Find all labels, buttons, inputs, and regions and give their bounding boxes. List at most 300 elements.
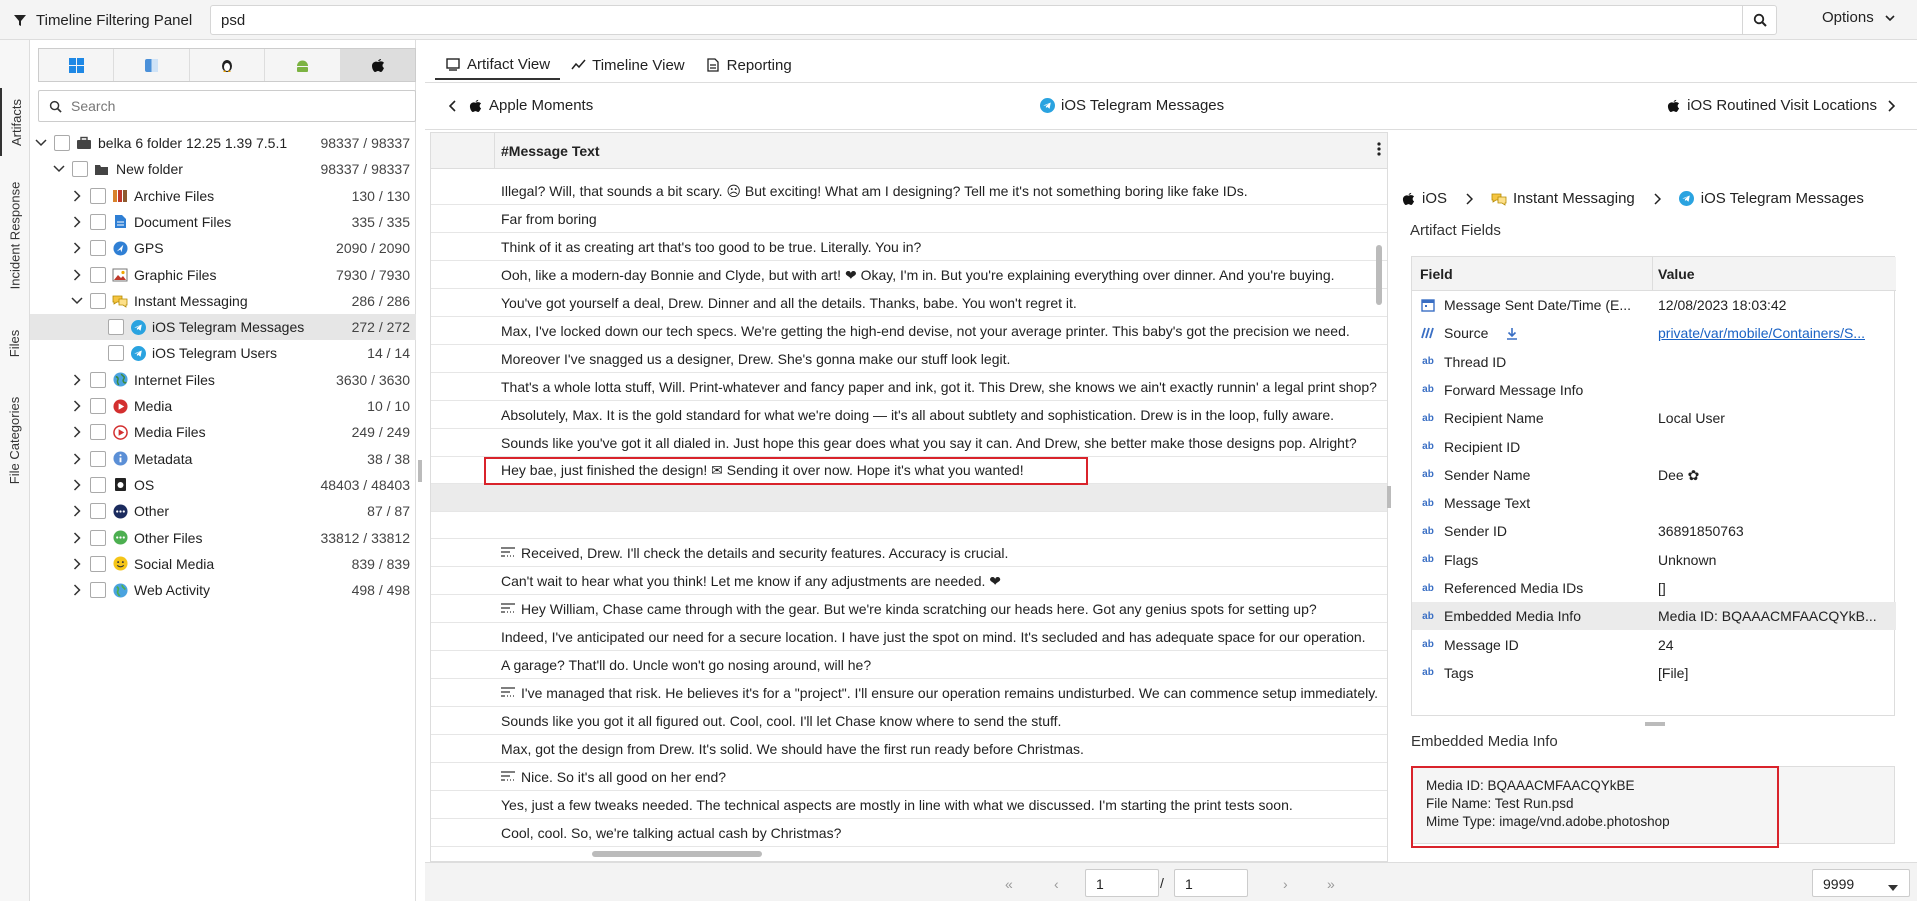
table-row[interactable]: [431, 177, 1388, 205]
tree-item-checkbox[interactable]: [90, 240, 106, 256]
next-page-button[interactable]: ›: [1283, 876, 1288, 892]
windows-icon: [68, 57, 84, 73]
table-row[interactable]: [431, 233, 1388, 261]
os-tab-linux[interactable]: [190, 49, 265, 81]
field-value: Unknown: [1658, 551, 1717, 568]
kebab-menu-icon: [1371, 141, 1387, 157]
message-text-cell: Far from boring: [501, 210, 597, 227]
page-size-value: 9999: [1823, 876, 1855, 892]
os-tab-android[interactable]: [265, 49, 340, 81]
media-files-icon: [112, 424, 128, 440]
field-row[interactable]: [1412, 433, 1896, 461]
table-row[interactable]: [431, 261, 1388, 289]
briefcase-icon: [76, 135, 92, 151]
field-row[interactable]: [1412, 376, 1896, 404]
field-value: [File]: [1658, 664, 1689, 681]
table-header: [431, 133, 1388, 169]
tree-item-checkbox[interactable]: [90, 424, 106, 440]
gps-icon: [112, 240, 128, 256]
search-icon: [47, 98, 63, 114]
tree-item-count: 98337 / 98337: [320, 161, 410, 178]
table-row[interactable]: [431, 791, 1388, 819]
chevron-right-icon[interactable]: [70, 425, 84, 439]
tree-item-checkbox[interactable]: [90, 398, 106, 414]
chevron-right-icon[interactable]: [70, 531, 84, 545]
field-name-cell: [1420, 608, 1648, 624]
table-row[interactable]: [431, 623, 1388, 651]
field-value: Media ID: BQAAACMFAACQYkB...: [1658, 608, 1877, 625]
caret-down-icon: [1885, 880, 1901, 896]
field-name: Recipient Name: [1444, 410, 1544, 427]
info-icon: [112, 451, 128, 467]
tree-item-count: 98337 / 98337: [320, 135, 410, 151]
tree-item-label: Archive Files: [134, 187, 215, 204]
table-row[interactable]: [431, 511, 1388, 539]
os-icon: [112, 477, 128, 493]
side-tab-files[interactable]: Files: [7, 329, 23, 357]
chevron-left-icon: [445, 98, 461, 114]
tree-item-checkbox[interactable]: [90, 503, 106, 519]
chevron-right-icon[interactable]: [70, 583, 84, 597]
field-name: Referenced Media IDs: [1444, 580, 1584, 596]
tree-item-label: Social Media: [134, 555, 215, 572]
tree-item[interactable]: [30, 288, 416, 314]
tree-item-count: 272 / 272: [351, 319, 410, 336]
table-row[interactable]: [431, 679, 1388, 707]
tree-item[interactable]: [30, 235, 416, 261]
table-row[interactable]: [431, 289, 1388, 317]
field-row[interactable]: [1412, 348, 1896, 376]
message-text-cell: Can't wait to hear what you think! Let me know if any adjustments are needed. ❤: [501, 573, 1002, 589]
highlight-box-message: [484, 457, 1088, 485]
tree-item-label: Internet Files: [134, 371, 215, 388]
tree-item-label: OS: [134, 476, 155, 493]
text-type-icon: ab: [1422, 412, 1434, 424]
message-text-cell: Received, Drew. I'll check the details and security features. Accuracy is crucial.: [521, 545, 1009, 562]
multiline-message-icon: [501, 687, 515, 699]
other-files-icon: [112, 530, 128, 546]
field-row[interactable]: [1412, 631, 1896, 659]
text-type-icon: ab: [1422, 582, 1434, 594]
field-name: Message ID: [1444, 636, 1519, 653]
os-filter-tabs: [38, 48, 416, 82]
filter-icon: [12, 12, 28, 28]
field-row[interactable]: [1412, 517, 1896, 545]
tab-divider: [425, 82, 1917, 83]
field-name: Sender Name: [1444, 466, 1531, 483]
archive-icon: [112, 188, 128, 204]
field-value: 24: [1658, 636, 1674, 653]
field-name-cell: [1420, 580, 1648, 596]
tree-search-placeholder: Search: [71, 98, 116, 114]
message-text-cell: Moreover I've snagged us a designer, Drew. She's gonna make our stuff look legit.: [501, 350, 1011, 367]
media-icon: [112, 398, 128, 414]
options-label: Options: [1822, 9, 1874, 26]
tab-artifact-view[interactable]: Artifact View: [435, 50, 560, 80]
tree-item-label: iOS Telegram Users: [152, 345, 278, 362]
breadcrumb-item-ios[interactable]: iOS: [1422, 190, 1448, 207]
search-value[interactable]: psd: [221, 11, 246, 29]
tree-item[interactable]: [30, 525, 416, 551]
tree-item-label: New folder: [116, 161, 183, 178]
tree-item-checkbox[interactable]: [90, 214, 106, 230]
table-row[interactable]: [431, 345, 1388, 373]
pager-bar: [425, 862, 1917, 901]
multiline-message-icon: [501, 547, 515, 559]
chevron-down-icon: [1882, 10, 1898, 26]
mime-type-line: Mime Type: image/vnd.adobe.photoshop: [1426, 814, 1670, 829]
field-name-cell: [1420, 637, 1648, 653]
text-type-icon: ab: [1422, 554, 1434, 566]
message-text-cell: A garage? That'll do. Uncle won't go nosing around, will he?: [501, 656, 872, 673]
side-tab-artifacts[interactable]: Artifacts: [0, 88, 30, 156]
telegram-icon: [130, 319, 146, 335]
table-row[interactable]: [431, 539, 1388, 567]
navigator-divider: [425, 129, 1917, 130]
telegram-icon: [130, 345, 146, 361]
prev-artifact-button[interactable]: Apple Moments: [445, 97, 593, 114]
tree-item[interactable]: [30, 209, 416, 235]
field-row[interactable]: [1412, 602, 1896, 630]
table-row[interactable]: [431, 373, 1388, 401]
field-row[interactable]: [1412, 574, 1896, 602]
multiline-message-icon: [501, 771, 515, 783]
artifact-view-icon: [445, 56, 461, 72]
chevron-right-icon[interactable]: [70, 373, 84, 387]
text-type-icon: ab: [1422, 525, 1434, 537]
tree-item-count: 2090 / 2090: [336, 240, 410, 257]
tree-item-label: Web Activity: [134, 582, 210, 599]
table-row[interactable]: [431, 735, 1388, 763]
tree-item-count: 249 / 249: [351, 424, 410, 441]
message-text-cell: Max, got the design from Drew. It's solid. We should have the first run ready before Christmas.: [501, 740, 1084, 757]
tree-item-checkbox[interactable]: [90, 451, 106, 467]
tree-item-checkbox[interactable]: [90, 582, 106, 598]
tree-item-label: Media Files: [134, 424, 206, 441]
field-row[interactable]: [1412, 546, 1896, 574]
message-text-cell: I've managed that risk. He believes it's for a "project". I'll ensure our operation remains undisturbed. We can commence setup immediately.: [521, 684, 1379, 701]
next-artifact-button[interactable]: iOS Routined Visit Locations: [1665, 97, 1899, 114]
source-icon: [1420, 325, 1436, 341]
page-size-select[interactable]: [1812, 869, 1910, 897]
chevron-right-icon: [1883, 98, 1899, 114]
column-header-field[interactable]: Field: [1420, 266, 1453, 282]
message-text-cell: Sounds like you got it all figured out. Cool, cool. I'll let Chase know where to send the stuff.: [501, 712, 1062, 729]
chat-icon: [1491, 191, 1507, 207]
tree-item-checkbox[interactable]: [108, 345, 124, 361]
tree-search-input[interactable]: [38, 90, 416, 122]
tree-item[interactable]: [30, 314, 416, 340]
row-selector-header[interactable]: [431, 133, 495, 169]
message-text-cell: Cool, cool. So, we're talking actual cash by Christmas?: [501, 824, 842, 841]
text-type-icon: ab: [1422, 384, 1434, 396]
apple-icon: [1665, 98, 1681, 114]
field-row[interactable]: [1412, 404, 1896, 432]
highlight-box-media-info: [1411, 766, 1779, 848]
table-row[interactable]: [431, 401, 1388, 429]
table-row[interactable]: [431, 763, 1388, 791]
tree-item-label: Media: [134, 398, 173, 414]
tree-item-count: 130 / 130: [351, 187, 410, 204]
field-value: Local User: [1658, 410, 1725, 427]
message-text-cell: Hey bae, just finished the design! ✉ Sending it over now. Hope it's what you wanted!: [501, 462, 1024, 479]
globe-icon: [112, 372, 128, 388]
field-name: Message Sent Date/Time (E...: [1444, 297, 1631, 313]
tree-item-count: 33812 / 33812: [320, 529, 410, 546]
media-id-line: Media ID: BQAAACMFAACQYkBE: [1426, 778, 1635, 793]
finder-icon: [144, 57, 160, 73]
message-text-cell: Absolutely, Max. It is the gold standard for what we're doing — it's all about subtlety and sophistication. Drew is in the loop, fully aware.: [501, 406, 1335, 423]
chevron-right-icon[interactable]: [70, 557, 84, 571]
field-name-cell: [1420, 410, 1648, 426]
table-row[interactable]: [431, 707, 1388, 735]
tree-item[interactable]: [30, 262, 416, 288]
vertical-scrollbar[interactable]: [1376, 245, 1382, 305]
multiline-message-icon: [501, 603, 515, 615]
table-splitter[interactable]: [1387, 486, 1391, 508]
folder-open-icon: [94, 161, 110, 177]
tree-item-checkbox[interactable]: [90, 293, 106, 309]
field-name-cell: [1420, 552, 1648, 568]
messages-table: [430, 132, 1388, 862]
tree-item[interactable]: [30, 446, 416, 472]
tab-reporting[interactable]: Reporting: [695, 50, 802, 80]
tree-item-checkbox[interactable]: [90, 556, 106, 572]
field-value: []: [1658, 580, 1666, 596]
field-row[interactable]: [1412, 291, 1896, 319]
telegram-icon: [1039, 98, 1055, 114]
artifact-fields-table: [1411, 256, 1895, 716]
file-name-line: File Name: Test Run.psd: [1426, 796, 1574, 811]
tree-item[interactable]: [30, 156, 416, 182]
timeline-search-input[interactable]: [210, 5, 1777, 35]
table-row[interactable]: [431, 595, 1388, 623]
telegram-icon: [1679, 191, 1695, 207]
tree-item-label: Document Files: [134, 213, 232, 230]
tree-item[interactable]: [30, 577, 416, 603]
side-tab-file-categories[interactable]: File Categories: [7, 396, 23, 484]
tree-item-count: 498 / 498: [351, 582, 410, 599]
text-type-icon: ab: [1422, 441, 1434, 452]
tree-item-count: 839 / 839: [351, 555, 410, 572]
tree-item[interactable]: [30, 183, 416, 209]
filter-label: Timeline Filtering Panel: [36, 11, 193, 29]
apple-icon: [370, 57, 386, 73]
tree-item-checkbox[interactable]: [90, 477, 106, 493]
tree-item-checkbox[interactable]: [54, 135, 70, 151]
chevron-right-icon: [1461, 191, 1477, 207]
tree-item-checkbox[interactable]: [72, 161, 88, 177]
field-row[interactable]: [1412, 319, 1896, 347]
field-name-cell: [1420, 297, 1648, 313]
chevron-right-icon[interactable]: [70, 452, 84, 466]
tree-spacer: [88, 346, 102, 360]
text-type-icon: ab: [1422, 469, 1434, 481]
field-row[interactable]: [1412, 659, 1896, 687]
panel-splitter[interactable]: [418, 460, 422, 482]
chat-icon: [112, 293, 128, 309]
fields-table-header: [1412, 257, 1896, 291]
timeline-filter-button[interactable]: [12, 8, 192, 32]
report-icon: [705, 57, 721, 73]
column-menu-button[interactable]: [1371, 141, 1387, 160]
artifact-fields-title: Artifact Fields: [1410, 222, 1501, 239]
message-text-cell: Ooh, like a modern-day Bonnie and Clyde, but with art! ❤ Okay, I'm in. But you're explaining everything over dinner. And you're buying.: [501, 266, 1335, 283]
tree-item-label: iOS Telegram Messages: [152, 319, 305, 336]
tree-item-label: Graphic Files: [134, 266, 217, 283]
table-row[interactable]: [431, 819, 1388, 847]
table-row[interactable]: [431, 205, 1388, 233]
tree-item-checkbox[interactable]: [90, 188, 106, 204]
tree-item-count: 38 / 38: [367, 450, 410, 467]
table-row[interactable]: [431, 429, 1388, 457]
horizontal-scrollbar[interactable]: [592, 851, 762, 857]
field-name: Sender ID: [1444, 523, 1508, 540]
calendar-icon: [1420, 297, 1436, 313]
main-view-tabs: [435, 50, 802, 80]
field-name: Embedded Media Info: [1444, 608, 1581, 625]
tree-item-count: 87 / 87: [367, 503, 410, 520]
tree-item[interactable]: [30, 340, 416, 366]
field-name: Tags: [1444, 664, 1474, 681]
page-separator: /: [1160, 875, 1164, 891]
tree-item-label: Metadata: [134, 450, 193, 467]
tree-item-label: Other Files: [134, 529, 203, 546]
table-row[interactable]: [431, 651, 1388, 679]
text-type-icon: ab: [1422, 610, 1434, 622]
artifact-tree-panel: [30, 40, 416, 901]
message-text-cell: Hey William, Chase came through with the gear. But we're kinda scratching our heads here. Got any genius spots for setting up?: [521, 600, 1317, 617]
embedded-media-title: Embedded Media Info: [1411, 733, 1558, 750]
first-page-button[interactable]: «: [1005, 876, 1013, 892]
web-icon: [112, 582, 128, 598]
source-path-link[interactable]: private/var/mobile/Containers/S...: [1658, 325, 1865, 342]
tree-item-checkbox[interactable]: [90, 267, 106, 283]
social-icon: [112, 556, 128, 572]
field-name-cell: [1420, 439, 1648, 455]
tree-item[interactable]: [30, 472, 416, 498]
last-page-button[interactable]: »: [1327, 876, 1335, 892]
column-header-message-text[interactable]: #Message Text: [501, 143, 600, 159]
chevron-right-icon[interactable]: [70, 399, 84, 413]
tree-item-count: 14 / 14: [367, 345, 410, 362]
table-row[interactable]: [431, 567, 1388, 595]
column-divider[interactable]: [1652, 257, 1653, 291]
detail-splitter[interactable]: [1645, 722, 1665, 726]
column-header-value[interactable]: Value: [1658, 266, 1695, 282]
message-text-cell: Yes, just a few tweaks needed. The technical aspects are mostly in line with what we discussed. I'm starting the print tests soon.: [501, 796, 1293, 813]
text-type-icon: ab: [1422, 356, 1434, 368]
tree-item-count: 10 / 10: [367, 398, 410, 414]
current-artifact-title: iOS Telegram Messages: [1039, 97, 1224, 114]
tree-item-label: belka 6 folder 12.25 1.39 7.5.1: [98, 135, 288, 151]
tree-item[interactable]: [30, 367, 416, 393]
field-value: Dee ✿: [1658, 466, 1700, 483]
message-text-cell: That's a whole lotta stuff, Will. Print-whatever and fancy paper and ink, got it. This Drew, she knows we ain't exactly runnin' a legal print shop?: [501, 378, 1377, 395]
tab-timeline-view[interactable]: Timeline View: [560, 50, 695, 80]
other-icon: [112, 503, 128, 519]
tree-item[interactable]: [30, 130, 416, 156]
table-row[interactable]: [431, 317, 1388, 345]
os-tab-apple[interactable]: [341, 49, 415, 81]
chevron-down-icon[interactable]: [34, 136, 48, 150]
tree-item-label: Other: [134, 503, 170, 520]
chevron-right-icon[interactable]: [70, 215, 84, 229]
search-icon: [1752, 12, 1768, 28]
field-name: Recipient ID: [1444, 438, 1521, 455]
chevron-right-icon[interactable]: [70, 241, 84, 255]
prev-page-button[interactable]: ‹: [1054, 876, 1059, 892]
tree-item[interactable]: [30, 551, 416, 577]
side-tab-bar: [0, 40, 30, 901]
total-pages-field: 1: [1174, 869, 1248, 897]
field-row[interactable]: [1412, 461, 1896, 489]
chevron-down-icon[interactable]: [70, 294, 84, 308]
apple-icon: [1400, 191, 1416, 207]
timeline-icon: [570, 57, 586, 73]
image-icon: [112, 267, 128, 283]
page-number-input[interactable]: 1: [1085, 869, 1159, 897]
text-type-icon: ab: [1422, 639, 1434, 651]
field-name: Thread ID: [1444, 353, 1507, 370]
field-name-cell: [1420, 354, 1648, 370]
tree-item[interactable]: [30, 498, 416, 524]
breadcrumb-item-telegram-messages[interactable]: iOS Telegram Messages: [1700, 190, 1864, 207]
tree-item-checkbox[interactable]: [90, 372, 106, 388]
field-value: 36891850763: [1658, 523, 1744, 540]
message-text-cell: Illegal? Will, that sounds a bit scary. ☹ But exciting! What am I designing? Tell me it's not something boring like fake IDs.: [501, 183, 1248, 199]
tree-item-count: 48403 / 48403: [320, 476, 410, 493]
breadcrumb-item-instant-messaging[interactable]: Instant Messaging: [1513, 190, 1635, 207]
tree-item-checkbox[interactable]: [108, 319, 124, 335]
os-tab-windows[interactable]: [39, 49, 114, 81]
os-tab-mac[interactable]: [114, 49, 189, 81]
chevron-right-icon: [1649, 191, 1665, 207]
tree-item[interactable]: [30, 393, 416, 419]
chevron-down-icon[interactable]: [52, 162, 66, 176]
tree-item-count: 286 / 286: [351, 292, 410, 309]
message-text-cell: Nice. So it's all good on her end?: [521, 768, 727, 785]
download-icon[interactable]: [1504, 325, 1520, 341]
search-button[interactable]: [1742, 6, 1776, 34]
field-value: 12/08/2023 18:03:42: [1658, 297, 1787, 313]
field-name: Flags: [1444, 551, 1479, 568]
field-name: Message Text: [1444, 495, 1531, 512]
text-type-icon: ab: [1422, 667, 1434, 679]
tree-spacer: [88, 320, 102, 334]
message-text-cell: You've got yourself a deal, Drew. Dinner and all the details. Thanks, babe. You won't regret it.: [501, 294, 1077, 311]
field-row[interactable]: [1412, 489, 1896, 517]
field-name-cell: [1420, 467, 1648, 483]
chevron-right-icon[interactable]: [70, 504, 84, 518]
tree-item-label: GPS: [134, 240, 164, 257]
tree-item[interactable]: [30, 419, 416, 445]
side-tab-incident-response[interactable]: Incident Response: [7, 181, 23, 289]
tree-item-checkbox[interactable]: [90, 530, 106, 546]
chevron-right-icon[interactable]: [70, 268, 84, 282]
message-text-cell: Sounds like you've got it all dialed in. Just hope this gear does what you say it can. And Drew, she better make those designs pop. Alright?: [501, 434, 1357, 451]
options-menu[interactable]: [1822, 9, 1898, 26]
chevron-right-icon[interactable]: [70, 478, 84, 492]
field-name-cell: [1420, 665, 1648, 681]
tree-item-count: 3630 / 3630: [336, 371, 410, 388]
message-text-cell: Max, I've locked down our tech specs. We're getting the high-end devise, not your average printer. This baby's got the precision we need.: [501, 322, 1350, 339]
tree-item-label: Instant Messaging: [134, 292, 248, 309]
tree-item-count: 335 / 335: [351, 213, 410, 230]
table-row[interactable]: [431, 484, 1388, 512]
chevron-right-icon[interactable]: [70, 189, 84, 203]
field-name: Forward Message Info: [1444, 381, 1584, 398]
